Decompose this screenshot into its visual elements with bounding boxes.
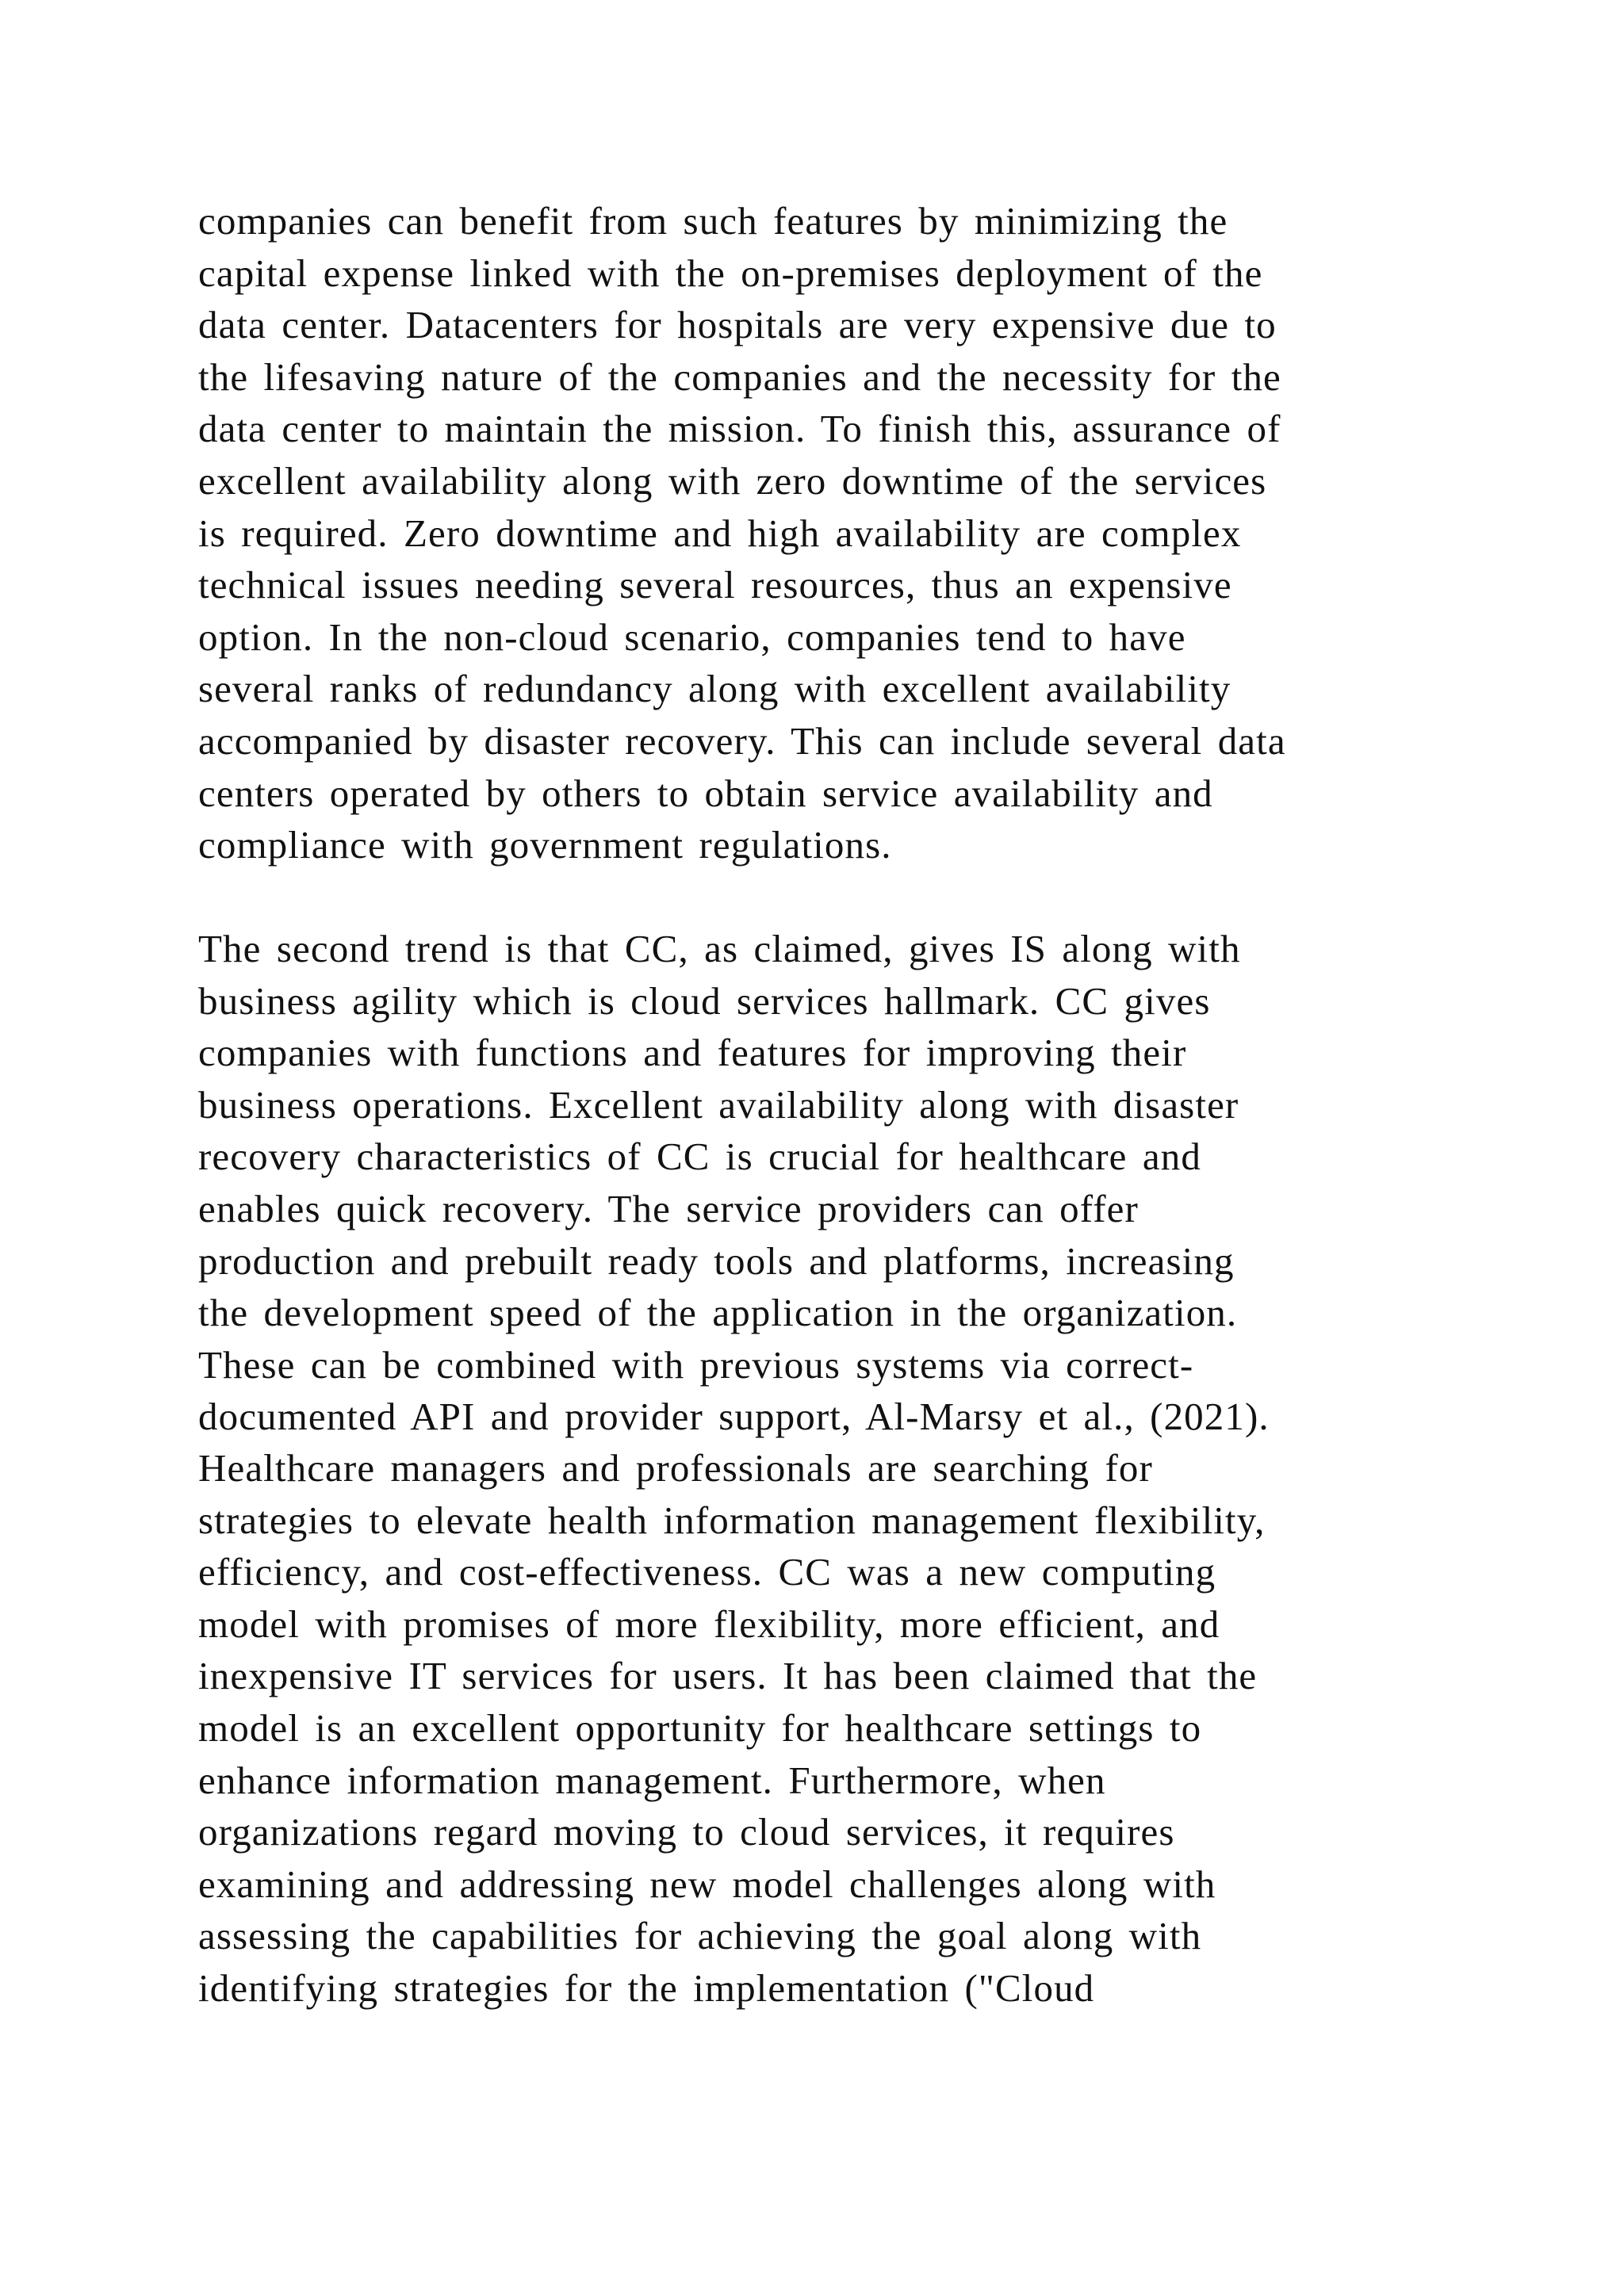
text-line: technical issues needing several resources, thus an expensive: [198, 563, 1232, 607]
text-line: model with promises of more flexibility, more efficient, and: [198, 1601, 1220, 1646]
text-line: several ranks of redundancy along with excellent availability: [198, 667, 1231, 711]
paragraph-1: [198, 195, 1483, 871]
text-line: the development speed of the application in the organization.: [198, 1291, 1238, 1335]
text-line: inexpensive IT services for users. It has been claimed that the: [198, 1654, 1258, 1698]
text-line: Healthcare managers and professionals are searching for: [198, 1446, 1153, 1490]
paragraph-2: [198, 923, 1483, 1443]
text-line: data center. Datacenters for hospitals are very expensive due to: [198, 303, 1277, 347]
text-line: centers operated by others to obtain service availability and: [198, 771, 1213, 815]
text-line: compliance with government regulations.: [198, 823, 892, 867]
text-line: strategies to elevate health information management flexibility,: [198, 1498, 1266, 1542]
text-line: companies can benefit from such features by minimizing the: [198, 199, 1228, 243]
text-line: is required. Zero downtime and high availability are complex: [198, 511, 1242, 555]
text-line: organizations regard moving to cloud services, it requires: [198, 1810, 1175, 1854]
text-line: assessing the capabilities for achieving the goal along with: [198, 1914, 1202, 1958]
text-line: These can be combined with previous systems via correct-: [198, 1342, 1194, 1387]
text-line: recovery characteristics of CC is crucial for healthcare and: [198, 1135, 1201, 1179]
text-line: production and prebuilt ready tools and platforms, increasing: [198, 1238, 1235, 1283]
text-line: efficiency, and cost-effectiveness. CC was a new computing: [198, 1550, 1216, 1594]
text-line: model is an excellent opportunity for healthcare settings to: [198, 1705, 1202, 1750]
text-line: business operations. Excellent availability along with disaster: [198, 1082, 1239, 1127]
text-line: enables quick recovery. The service providers can offer: [198, 1186, 1139, 1230]
text-line: enhance information management. Furthermore, when: [198, 1758, 1106, 1802]
text-line: the lifesaving nature of the companies and the necessity for the: [198, 354, 1281, 399]
text-line: data center to maintain the mission. To finish this, assurance of: [198, 407, 1281, 451]
text-line: excellent availability along with zero downtime of the services: [198, 458, 1267, 503]
text-line: capital expense linked with the on-premises deployment of the: [198, 251, 1263, 295]
text-line: option. In the non-cloud scenario, companies tend to have: [198, 614, 1186, 659]
text-line: business agility which is cloud services hallmark. CC gives: [198, 978, 1211, 1023]
paragraph-3: [198, 1442, 1483, 2015]
text-line: companies with functions and features for improving their: [198, 1031, 1187, 1075]
text-line: accompanied by disaster recovery. This can include several data: [198, 718, 1286, 763]
text-line: identifying strategies for the implementation ("Cloud: [198, 1965, 1095, 2010]
text-line: examining and addressing new model challenges along with: [198, 1862, 1216, 1906]
text-line: documented API and provider support, Al-Marsy et al., (2021).: [198, 1395, 1270, 1439]
text-line: The second trend is that CC, as claimed, gives IS along with: [198, 927, 1241, 970]
